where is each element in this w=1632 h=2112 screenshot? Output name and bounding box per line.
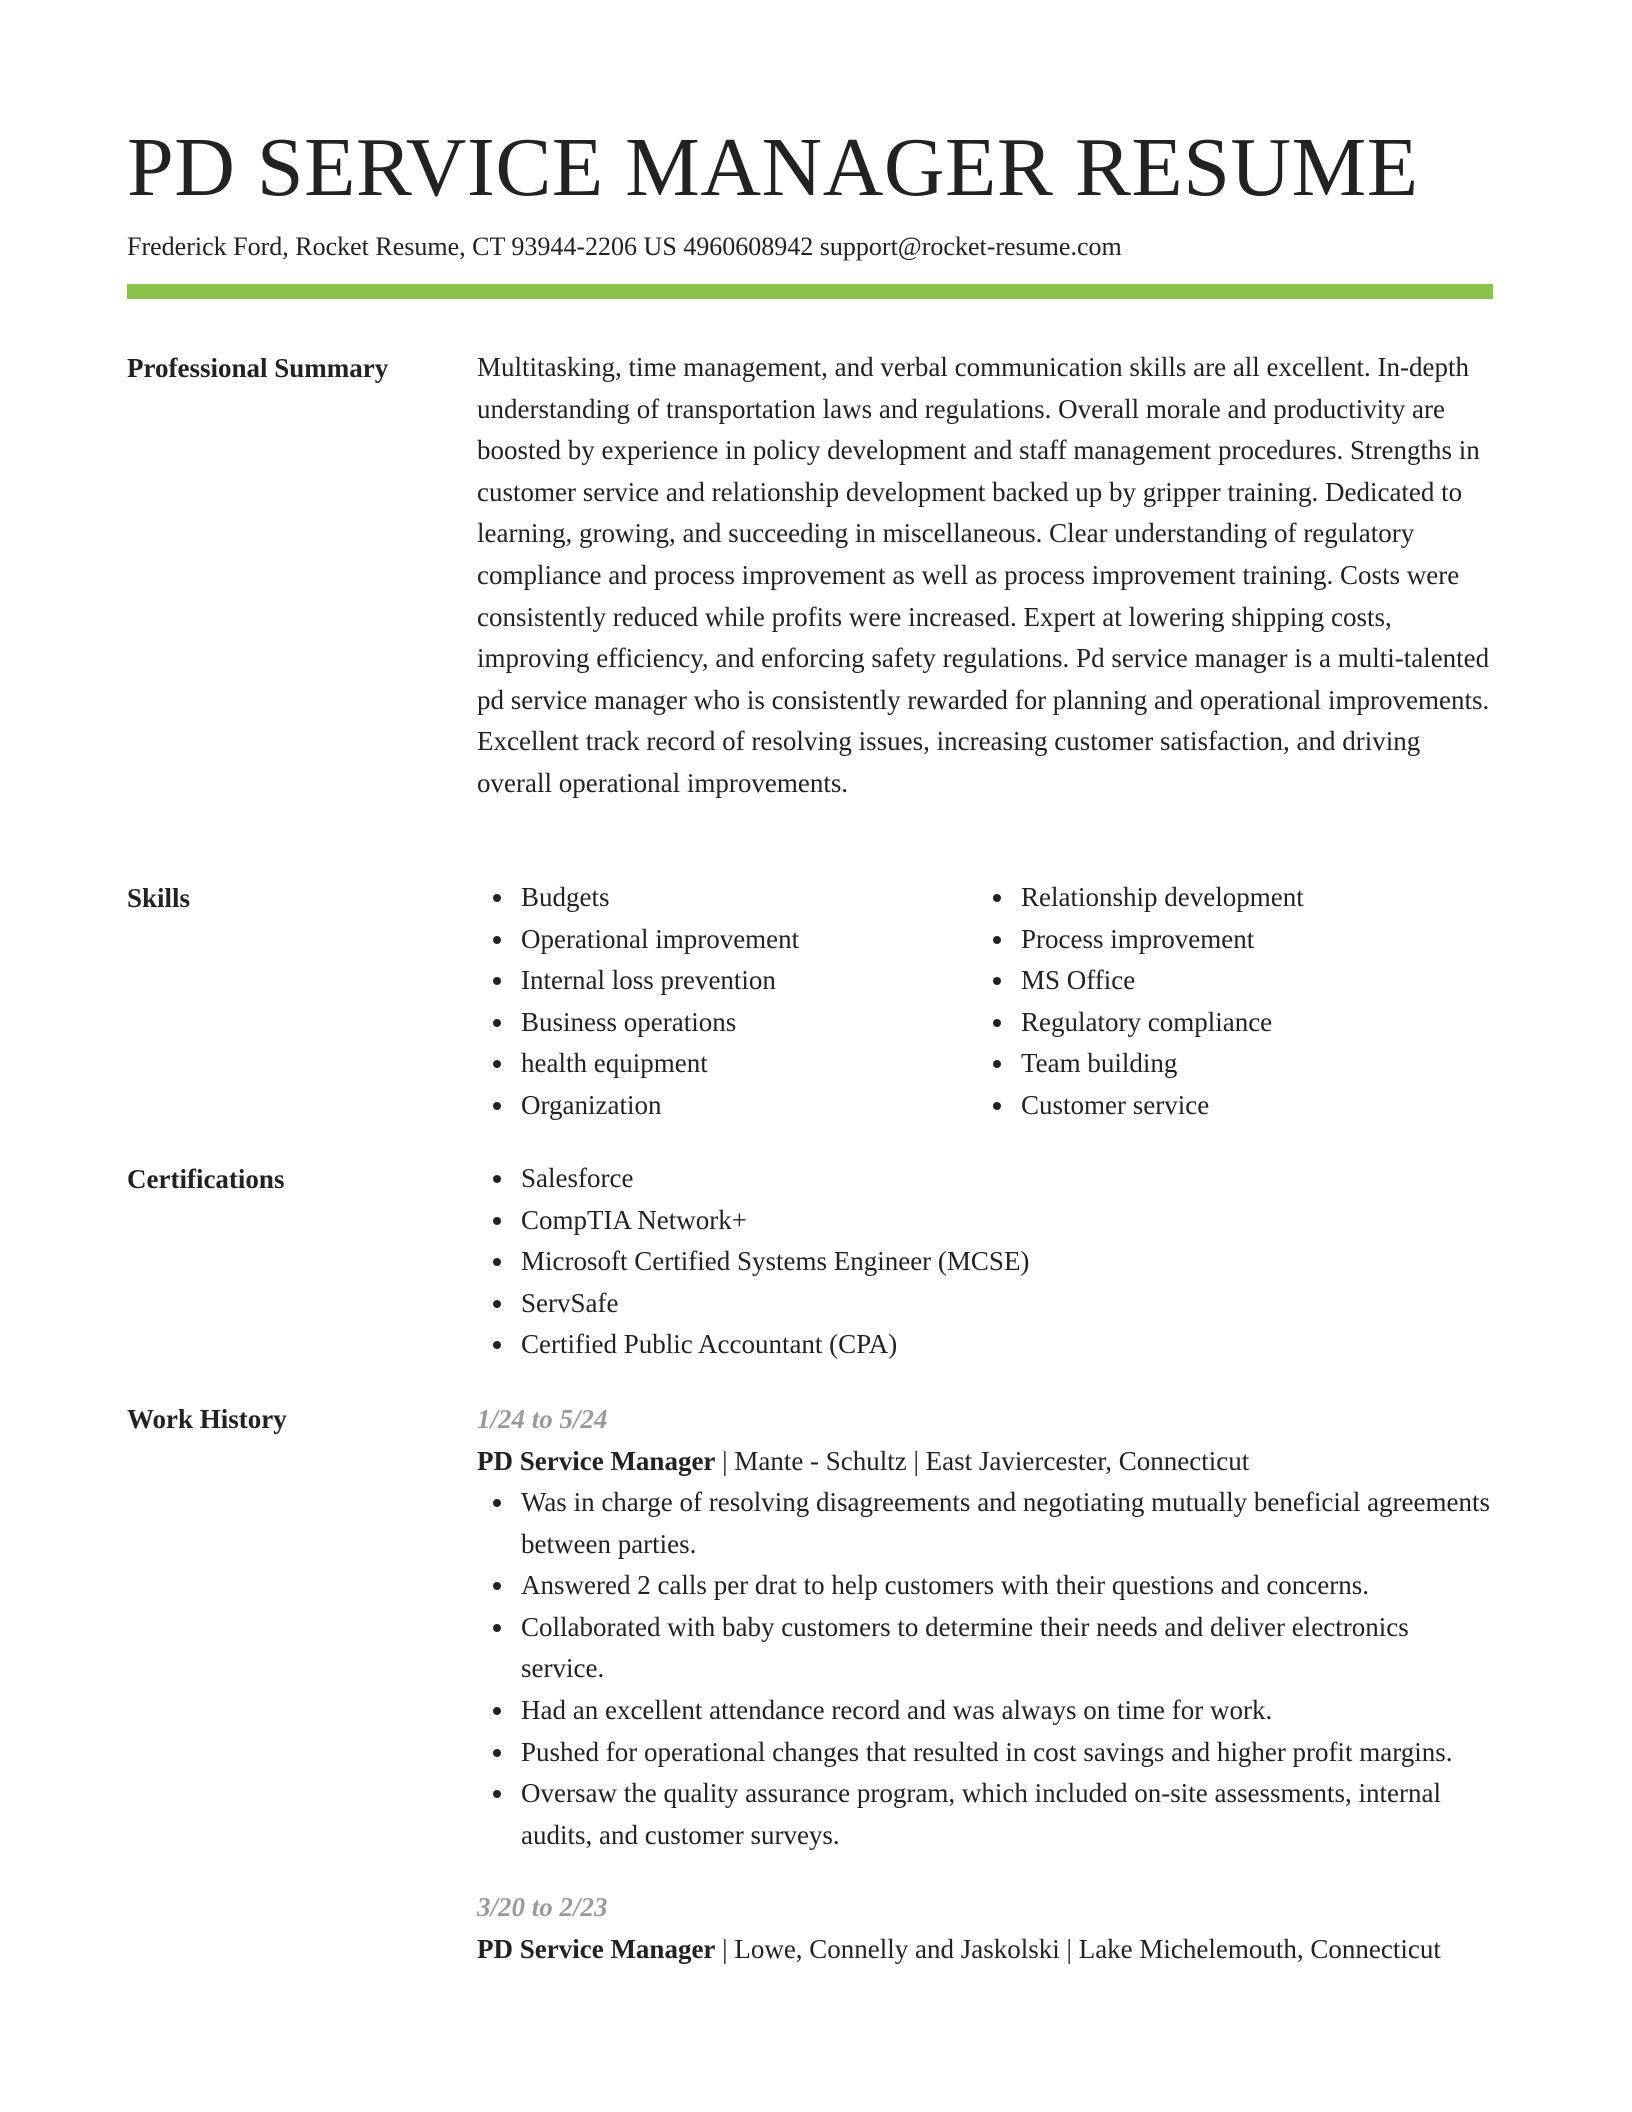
skill-item: Internal loss prevention (521, 960, 977, 1002)
job-bullet: Collaborated with baby customers to determine their needs and deliver electronics service. (521, 1607, 1493, 1690)
skills-columns (477, 877, 1493, 1127)
summary-body (477, 347, 1493, 805)
job-title: PD Service Manager (477, 1446, 716, 1476)
skills-list-right (977, 877, 1477, 1127)
skills-body (477, 877, 1493, 1127)
certifications-list (477, 1158, 1493, 1366)
skills-column-right (977, 877, 1477, 1127)
skill-item: Process improvement (1021, 919, 1477, 961)
skill-item: Organization (521, 1085, 977, 1127)
skill-item: Business operations (521, 1002, 977, 1044)
certification-item: Salesforce (521, 1158, 1493, 1200)
job-bullets (477, 1482, 1493, 1856)
certification-item: ServSafe (521, 1283, 1493, 1325)
job-dates: 1/24 to 5/24 (477, 1404, 608, 1434)
job-bullet: Oversaw the quality assurance program, which included on-site assessments, internal audits, and customer surveys. (521, 1773, 1493, 1856)
certifications-label: Certifications (127, 1164, 285, 1194)
certification-item: CompTIA Network+ (521, 1200, 1493, 1242)
job-heading (477, 1440, 1493, 1482)
skill-item: Relationship development (1021, 877, 1477, 919)
summary-text: Multitasking, time management, and verbal communication skills are all excellent. In-depth understanding of transportation laws and regulations. Overall morale and productivity are boosted by experience in policy development and staff management procedures. Strengths in customer service and relationship development backed up by gripper training. Dedicated to learning, growing, and succeeding in miscellaneous. Clear understanding of regulatory compliance and process improvement as well as process improvement training. Costs were consistently reduced while profits were increased. Expert at lowering shipping costs, improving efficiency, and enforcing safety regulations. Pd service manager is a multi-talented pd service manager who is consistently rewarded for planning and operational improvements. Excellent track record of resolving issues, increasing customer satisfaction, and driving overall operational improvements. (477, 352, 1490, 798)
summary-label: Professional Summary (127, 353, 389, 383)
work-history-body (477, 1398, 1493, 1970)
skill-item: Customer service (1021, 1085, 1477, 1127)
job-bullet: Answered 2 calls per drat to help customers with their questions and concerns. (521, 1565, 1493, 1607)
skill-item: MS Office (1021, 960, 1477, 1002)
job-bullet: Had an excellent attendance record and was always on time for work. (521, 1690, 1493, 1732)
skills-column-left (477, 877, 977, 1127)
job-bullet: Was in charge of resolving disagreements and negotiating mutually beneficial agreements between parties. (521, 1482, 1493, 1565)
skill-item: Regulatory compliance (1021, 1002, 1477, 1044)
certification-item: Certified Public Accountant (CPA) (521, 1324, 1493, 1366)
skill-item: health equipment (521, 1043, 977, 1085)
job-title: PD Service Manager (477, 1934, 716, 1965)
job-company-location: | Lowe, Connelly and Jaskolski | Lake Michelemouth, Connecticut (715, 1934, 1441, 1965)
work-history-label: Work History (127, 1404, 287, 1434)
job-entry (477, 1886, 1493, 1970)
job-bullet: Pushed for operational changes that resulted in cost savings and higher profit margins. (521, 1732, 1493, 1774)
header-divider (127, 284, 1493, 299)
skills-list-left (477, 877, 977, 1127)
skill-item: Operational improvement (521, 919, 977, 961)
job-company-location: | Mante - Schultz | East Javiercester, Connecticut (715, 1446, 1250, 1476)
skill-item: Team building (1021, 1043, 1477, 1085)
skill-item: Budgets (521, 877, 977, 919)
contact-line: Frederick Ford, Rocket Resume, CT 93944-2206 US 4960608942 support@rocket-resume.com (127, 232, 1122, 261)
resume-title: PD SERVICE MANAGER RESUME (127, 121, 1419, 214)
job-dates: 3/20 to 2/23 (477, 1892, 608, 1923)
job-heading (477, 1928, 1493, 1970)
job-entry (477, 1398, 1493, 1856)
skills-label: Skills (127, 883, 191, 913)
certification-item: Microsoft Certified Systems Engineer (MCSE) (521, 1241, 1493, 1283)
certifications-body (477, 1158, 1493, 1366)
